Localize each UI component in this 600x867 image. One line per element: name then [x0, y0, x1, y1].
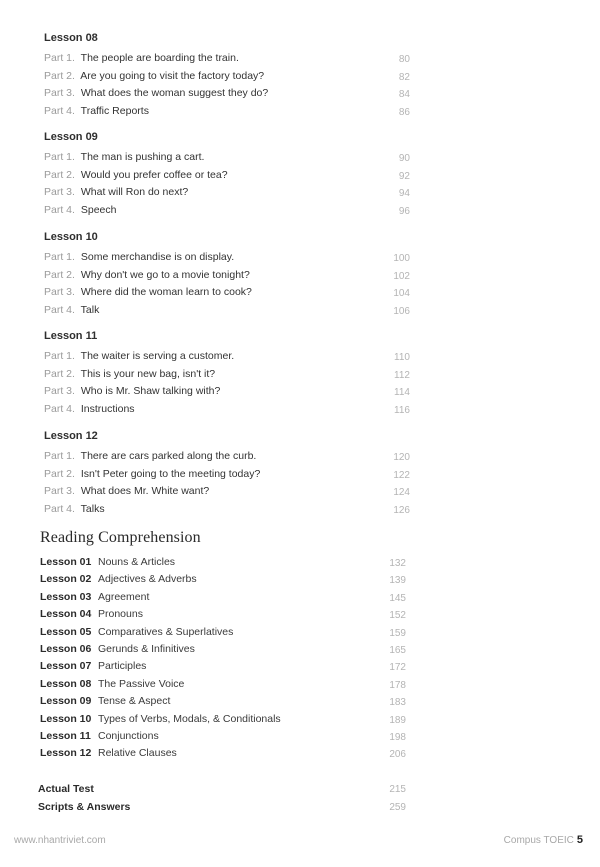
reading-lesson-row[interactable] — [40, 624, 420, 641]
page-number: 145 — [389, 592, 406, 604]
part-label: Part 1. — [44, 350, 75, 362]
lesson-block-12 — [44, 427, 424, 518]
part-row[interactable] — [44, 466, 424, 484]
lesson-block-08 — [44, 29, 424, 120]
lesson-title: Lesson 11 — [44, 330, 98, 342]
part-title: This is your new bag, isn't it? — [80, 367, 216, 380]
lesson-block-11 — [44, 327, 424, 418]
page-number: 215 — [389, 784, 406, 795]
part-row[interactable] — [44, 167, 424, 185]
part-row[interactable] — [44, 202, 424, 220]
reading-lesson-number: Lesson 06 — [40, 642, 92, 655]
reading-lesson-number: Lesson 01 — [40, 556, 92, 568]
page-number: 96 — [398, 205, 410, 217]
part-label: Part 3. — [44, 186, 75, 198]
part-title: Who is Mr. Shaw talking with? — [80, 385, 221, 397]
part-label: Part 1. — [44, 450, 75, 462]
page-number: 124 — [393, 487, 410, 498]
extra-section-title: Scripts & Answers — [38, 801, 131, 813]
part-title: Some merchandise is on display. — [80, 251, 235, 263]
part-row[interactable] — [44, 448, 424, 466]
reading-lesson-number: Lesson 12 — [40, 747, 92, 760]
lesson-title: Lesson 10 — [44, 231, 98, 243]
lesson-title: Lesson 09 — [44, 131, 98, 143]
page-number: 102 — [393, 270, 410, 282]
reading-lesson-row[interactable] — [40, 571, 420, 588]
part-row[interactable] — [44, 50, 424, 68]
page-number: 90 — [398, 153, 410, 164]
section-heading-reading-comprehension: Reading Comprehension — [40, 529, 201, 546]
part-label: Part 3. — [44, 286, 75, 298]
footer-website[interactable]: www.nhantriviet.com — [14, 835, 106, 846]
part-label: Part 1. — [44, 251, 75, 263]
page-number: 82 — [398, 71, 410, 83]
page-number: 152 — [389, 610, 406, 622]
part-title: The waiter is serving a customer. — [80, 350, 235, 362]
part-label: Part 4. — [44, 502, 75, 515]
reading-lesson-title: Gerunds & Infinitives — [98, 642, 195, 655]
part-title: What does Mr. White want? — [80, 485, 210, 497]
page-number: 183 — [389, 697, 406, 709]
page-number: 198 — [389, 731, 406, 743]
reading-lesson-row[interactable] — [40, 728, 420, 745]
page-number: 112 — [394, 369, 410, 381]
page-number: 116 — [394, 404, 410, 416]
part-row[interactable] — [44, 501, 424, 519]
part-row[interactable] — [44, 149, 424, 167]
part-title: What does the woman suggest they do? — [80, 87, 269, 99]
extra-section-row[interactable] — [38, 780, 420, 798]
extra-section-row[interactable] — [38, 798, 420, 816]
reading-lesson-number: Lesson 02 — [40, 573, 92, 586]
part-label: Part 3. — [44, 385, 75, 397]
part-label: Part 3. — [44, 485, 75, 497]
page-number: 86 — [398, 106, 410, 118]
part-row[interactable] — [44, 302, 424, 320]
part-label: Part 4. — [44, 303, 75, 316]
page-number: 110 — [394, 352, 410, 363]
reading-lesson-row[interactable] — [40, 641, 420, 658]
part-label: Part 2. — [44, 367, 75, 380]
reading-lesson-row[interactable] — [40, 658, 420, 675]
part-label: Part 2. — [44, 168, 75, 181]
reading-lesson-title: Adjectives & Adverbs — [98, 573, 197, 586]
footer-book-info — [504, 834, 583, 846]
part-label: Part 4. — [44, 402, 75, 415]
part-row[interactable] — [44, 401, 424, 419]
part-label: Part 1. — [44, 151, 75, 163]
part-row[interactable] — [44, 249, 424, 267]
page-number: 139 — [389, 575, 406, 587]
reading-lesson-row[interactable] — [40, 693, 420, 710]
part-label: Part 2. — [44, 69, 75, 82]
reading-lesson-title: Agreement — [98, 590, 150, 603]
part-row[interactable] — [44, 284, 424, 302]
lesson-title: Lesson 12 — [44, 430, 98, 442]
part-title: What will Ron do next? — [80, 186, 189, 198]
reading-lesson-title: The Passive Voice — [98, 677, 185, 690]
reading-lesson-list — [40, 554, 420, 763]
part-title: Traffic Reports — [80, 104, 149, 117]
reading-lesson-row[interactable] — [40, 554, 420, 571]
part-label: Part 1. — [44, 52, 75, 64]
part-label: Part 4. — [44, 104, 75, 117]
part-row[interactable] — [44, 103, 424, 121]
part-title: Talks — [80, 502, 105, 515]
reading-lesson-title: Nouns & Articles — [98, 556, 176, 568]
part-title: Instructions — [80, 402, 135, 415]
page-number: 178 — [389, 679, 406, 691]
part-label: Part 2. — [44, 467, 75, 480]
reading-lesson-title: Types of Verbs, Modals, & Conditionals — [98, 712, 281, 725]
footer-page-number: 5 — [576, 834, 583, 846]
page-number: 189 — [389, 714, 406, 726]
part-row[interactable] — [44, 267, 424, 285]
page-number: 165 — [389, 644, 406, 656]
part-label: Part 4. — [44, 203, 75, 216]
part-title: The man is pushing a cart. — [80, 151, 205, 163]
part-label: Part 2. — [44, 268, 75, 281]
page-number: 259 — [389, 802, 406, 813]
reading-lesson-title: Tense & Aspect — [98, 695, 171, 708]
reading-lesson-number: Lesson 09 — [40, 695, 92, 708]
part-title: Where did the woman learn to cook? — [80, 286, 252, 298]
page-number: 94 — [398, 188, 410, 199]
part-row[interactable] — [44, 184, 424, 202]
page-number: 132 — [389, 558, 406, 569]
page-number: 84 — [398, 89, 410, 100]
part-title: Are you going to visit the factory today? — [80, 69, 265, 82]
footer-book-title: Compus TOEIC — [503, 835, 574, 846]
page-number: 100 — [393, 253, 410, 264]
part-row[interactable] — [44, 85, 424, 103]
part-label: Part 3. — [44, 87, 75, 99]
part-title: Talk — [80, 303, 100, 316]
part-row[interactable] — [44, 383, 424, 401]
reading-lesson-row[interactable] — [40, 606, 420, 623]
page-number: 159 — [389, 627, 406, 639]
extra-section-title: Actual Test — [38, 783, 94, 795]
reading-lesson-number: Lesson 03 — [40, 590, 92, 603]
reading-lesson-number: Lesson 04 — [40, 608, 92, 621]
page-number: 104 — [393, 288, 410, 299]
part-row[interactable] — [44, 483, 424, 501]
reading-lesson-number: Lesson 11 — [40, 729, 91, 742]
reading-lesson-title: Relative Clauses — [98, 747, 177, 760]
part-title: The people are boarding the train. — [80, 52, 239, 64]
page-number: 126 — [393, 504, 410, 516]
reading-lesson-row[interactable] — [40, 711, 420, 728]
page-number: 120 — [393, 452, 410, 463]
page-number: 106 — [393, 305, 410, 317]
page-number: 122 — [393, 469, 410, 481]
part-row[interactable] — [44, 366, 424, 384]
reading-lesson-number: Lesson 08 — [40, 677, 92, 690]
part-row[interactable] — [44, 68, 424, 86]
reading-lesson-row[interactable] — [40, 589, 420, 606]
reading-lesson-number: Lesson 07 — [40, 660, 92, 673]
reading-lesson-title: Participles — [98, 660, 147, 673]
part-title: There are cars parked along the curb. — [80, 450, 257, 462]
lesson-block-09 — [44, 128, 424, 219]
part-row[interactable] — [44, 348, 424, 366]
page-number: 114 — [394, 387, 410, 398]
page-number: 206 — [389, 749, 406, 761]
extra-sections-list — [38, 780, 420, 816]
part-title: Why don't we go to a movie tonight? — [80, 268, 250, 281]
reading-lesson-title: Comparatives & Superlatives — [98, 625, 234, 638]
page-number: 80 — [398, 54, 410, 65]
part-title: Isn't Peter going to the meeting today? — [80, 467, 261, 480]
part-title: Speech — [80, 203, 117, 216]
page-number: 92 — [398, 170, 410, 182]
reading-lesson-row[interactable] — [40, 745, 420, 762]
part-title: Would you prefer coffee or tea? — [80, 168, 228, 181]
reading-lesson-number: Lesson 05 — [40, 625, 92, 638]
reading-lesson-title: Pronouns — [98, 608, 143, 621]
reading-lesson-title: Conjunctions — [98, 729, 159, 742]
reading-lesson-row[interactable] — [40, 676, 420, 693]
reading-lesson-number: Lesson 10 — [40, 712, 92, 725]
page-number: 172 — [389, 662, 406, 674]
lesson-block-10 — [44, 228, 424, 319]
lesson-title: Lesson 08 — [44, 32, 98, 44]
